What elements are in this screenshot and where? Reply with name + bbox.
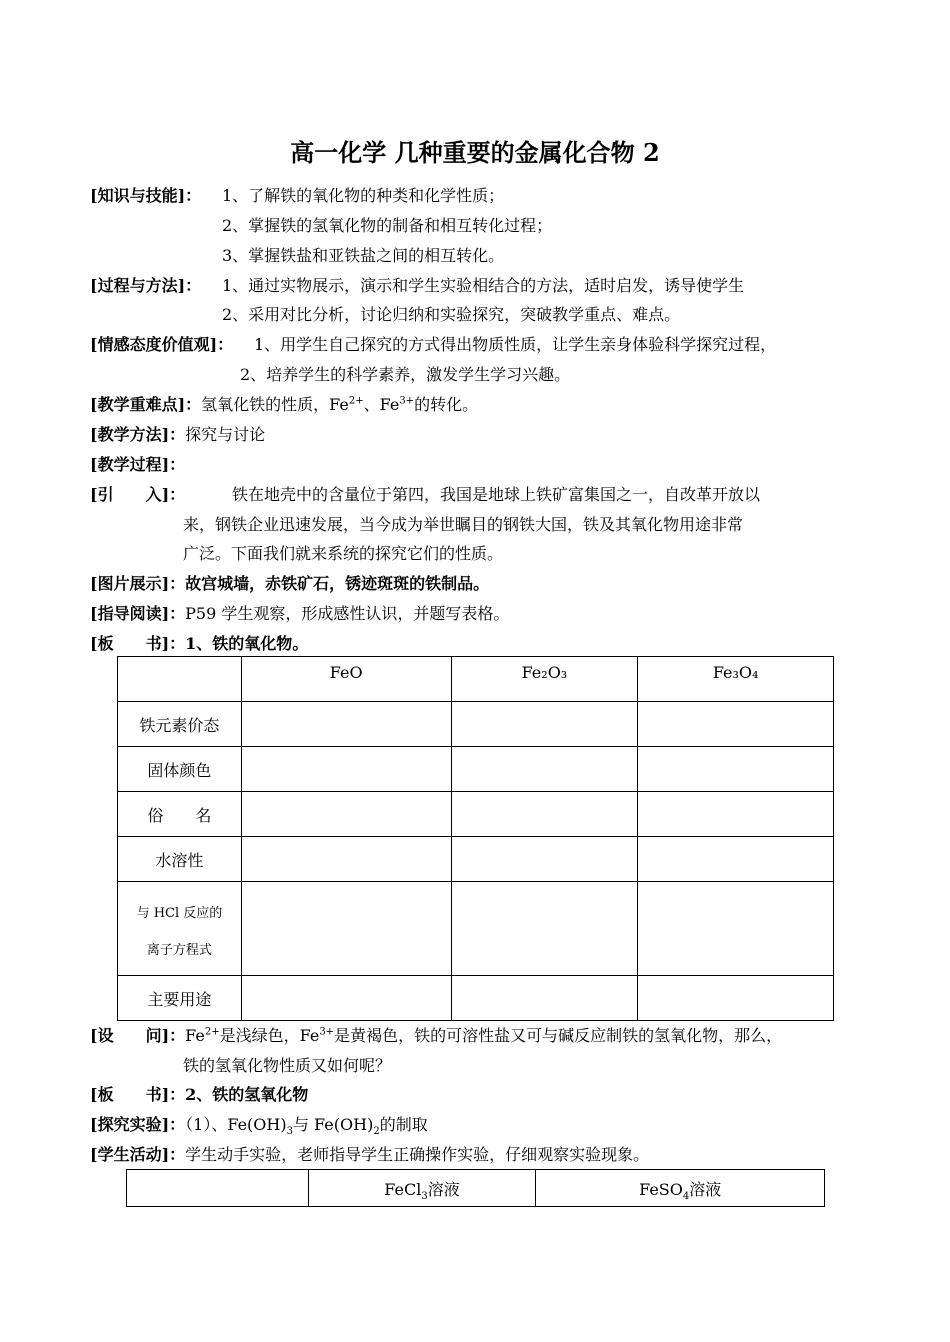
board2-text: 2、铁的氢氧化物: [185, 1085, 309, 1104]
table-cell[interactable]: [638, 837, 834, 882]
table-cell[interactable]: [241, 837, 451, 882]
key-points-sup-2: 3+: [399, 395, 415, 407]
row-label-valence: 铁元素价态: [118, 702, 242, 747]
board2-line: [90, 1084, 308, 1106]
table-row: [118, 747, 834, 792]
pictures-text: 故宫城墙，赤铁矿石，锈迹斑斑的铁制品。: [185, 574, 490, 593]
table-cell[interactable]: [638, 792, 834, 837]
intro-line-2: 来，钢铁企业迅速发展，当今成为举世瞩目的钢铁大国，铁及其氧化物用途非常: [183, 515, 744, 534]
table-cell[interactable]: [241, 976, 451, 1021]
row-label-color: 固体颜色: [118, 747, 242, 792]
table-cell[interactable]: [451, 837, 638, 882]
pictures-line: [90, 573, 489, 595]
question-line-2: 铁的氢氧化物性质又如何呢？: [183, 1056, 392, 1075]
question-line-1: [90, 1025, 782, 1047]
attitude-item-1: 1、用学生自己探究的方式得出物质性质，让学生亲身体验科学探究过程，: [254, 335, 777, 354]
activity-text: 学生动手实验，老师指导学生正确操作实验，仔细观察实验现象。: [185, 1145, 650, 1164]
table-row: [118, 837, 834, 882]
reading-label: [指导阅读]：: [90, 604, 186, 623]
oxide-table: [117, 656, 834, 1021]
table-cell[interactable]: [638, 882, 834, 976]
process-head-label: [教学过程]：: [90, 455, 186, 474]
question-fe: Fe: [185, 1026, 205, 1045]
key-points-mid: 、Fe: [363, 395, 400, 414]
process-label: [过程与方法]：: [90, 276, 202, 295]
method-text: 探究与讨论: [185, 425, 266, 444]
question-label: [设 问]：: [90, 1026, 186, 1045]
board1-text: 1、铁的氧化物。: [185, 634, 309, 653]
experiment-line: [90, 1114, 428, 1136]
solution-table-header-row: [127, 1170, 825, 1207]
process-item-1: 1、通过实物展示，演示和学生实验相结合的方法，适时启发，诱导使学生: [222, 276, 745, 295]
table-cell[interactable]: [638, 702, 834, 747]
solution-header-fecl3: [308, 1170, 536, 1207]
feso4-formula: FeSO: [639, 1179, 683, 1199]
question-text-2: 是黄褐色，铁的可溶性盐又可与碱反应制铁的氢氧化物，那么，: [334, 1026, 783, 1045]
board1-label: [板 书]：: [90, 634, 186, 653]
page-title: 高一化学 几种重要的金属化合物 2: [290, 138, 660, 167]
experiment-sub-1: 3: [286, 1126, 293, 1138]
board1-line: [90, 633, 308, 655]
experiment-pre: （1）、Fe(OH): [185, 1115, 287, 1134]
oxide-header-fe3o4: Fe₃O₄: [638, 657, 834, 702]
row-label-uses: 主要用途: [118, 976, 242, 1021]
table-cell[interactable]: [451, 747, 638, 792]
row-label-common-name: 俗 名: [118, 792, 242, 837]
oxide-header-empty: [118, 657, 242, 702]
table-row: [118, 882, 834, 976]
intro-line-3: 广泛。下面我们就来系统的探究它们的性质。: [183, 544, 504, 563]
fecl3-subscript: 3: [421, 1190, 428, 1202]
board2-label: [板 书]：: [90, 1085, 186, 1104]
table-cell[interactable]: [638, 976, 834, 1021]
oxide-table-header-row: [118, 657, 834, 702]
solution-header-empty: [127, 1170, 309, 1207]
pictures-label: [图片展示]：: [90, 574, 186, 593]
activity-label: [学生活动]：: [90, 1145, 186, 1164]
method-line: [90, 424, 265, 446]
intro-line-1: 铁在地壳中的含量位于第四，我国是地球上铁矿富集国之一，自改革开放以: [232, 485, 761, 504]
table-cell[interactable]: [451, 792, 638, 837]
table-cell[interactable]: [451, 702, 638, 747]
key-points-sup-1: 2+: [348, 395, 364, 407]
row-label-hcl-line-2: 离子方程式: [146, 942, 212, 958]
reading-text: P59 学生观察，形成感性认识，并题写表格。: [185, 604, 510, 623]
question-sup-2: 3+: [319, 1026, 335, 1038]
knowledge-label: [知识与技能]：: [90, 186, 202, 205]
table-cell[interactable]: [241, 882, 451, 976]
solution-table: [126, 1169, 825, 1207]
table-cell[interactable]: [451, 976, 638, 1021]
experiment-sub-2: 2: [373, 1126, 380, 1138]
fecl3-suffix: 溶液: [427, 1179, 460, 1199]
table-cell[interactable]: [241, 702, 451, 747]
experiment-post: 的制取: [379, 1115, 428, 1134]
key-points-label: [教学重难点]：: [90, 395, 202, 414]
fecl3-formula: FeCl: [384, 1179, 422, 1199]
table-row: [118, 976, 834, 1021]
table-cell[interactable]: [241, 747, 451, 792]
table-row: [118, 792, 834, 837]
table-cell[interactable]: [451, 882, 638, 976]
experiment-label: [探究实验]：: [90, 1115, 186, 1134]
question-text-1: 是浅绿色，Fe: [219, 1026, 320, 1045]
knowledge-item-3: 3、掌握铁盐和亚铁盐之间的相互转化。: [222, 246, 505, 265]
oxide-header-feo: FeO: [241, 657, 451, 702]
method-label: [教学方法]：: [90, 425, 186, 444]
question-sup-1: 2+: [204, 1026, 220, 1038]
attitude-item-2: 2、培养学生的科学素养，激发学生学习兴趣。: [240, 365, 571, 384]
feso4-subscript: 4: [682, 1190, 690, 1202]
table-cell[interactable]: [241, 792, 451, 837]
row-label-solubility: 水溶性: [118, 837, 242, 882]
activity-line: [90, 1144, 649, 1166]
table-row: [118, 702, 834, 747]
key-points-post: 的转化。: [414, 395, 479, 414]
knowledge-item-1: 1、了解铁的氧化物的种类和化学性质；: [222, 186, 505, 205]
experiment-mid: 与 Fe(OH): [292, 1115, 374, 1134]
intro-label: [引 入]：: [90, 485, 186, 504]
feso4-suffix: 溶液: [689, 1179, 722, 1199]
key-points-pre: 氢氧化铁的性质，Fe: [201, 395, 349, 414]
row-label-hcl-reaction: [118, 882, 242, 976]
oxide-header-fe2o3: Fe₂O₃: [451, 657, 638, 702]
reading-line: [90, 603, 509, 625]
table-cell[interactable]: [638, 747, 834, 792]
solution-header-feso4: [536, 1170, 825, 1207]
process-item-2: 2、采用对比分析，讨论归纳和实验探究，突破教学重点、难点。: [222, 305, 681, 324]
knowledge-item-2: 2、掌握铁的氢氧化物的制备和相互转化过程；: [222, 216, 553, 235]
row-label-hcl-line-1: 与 HCl 反应的: [136, 905, 223, 921]
key-points-line: [90, 394, 478, 416]
attitude-label: [情感态度价值观]：: [90, 335, 234, 354]
